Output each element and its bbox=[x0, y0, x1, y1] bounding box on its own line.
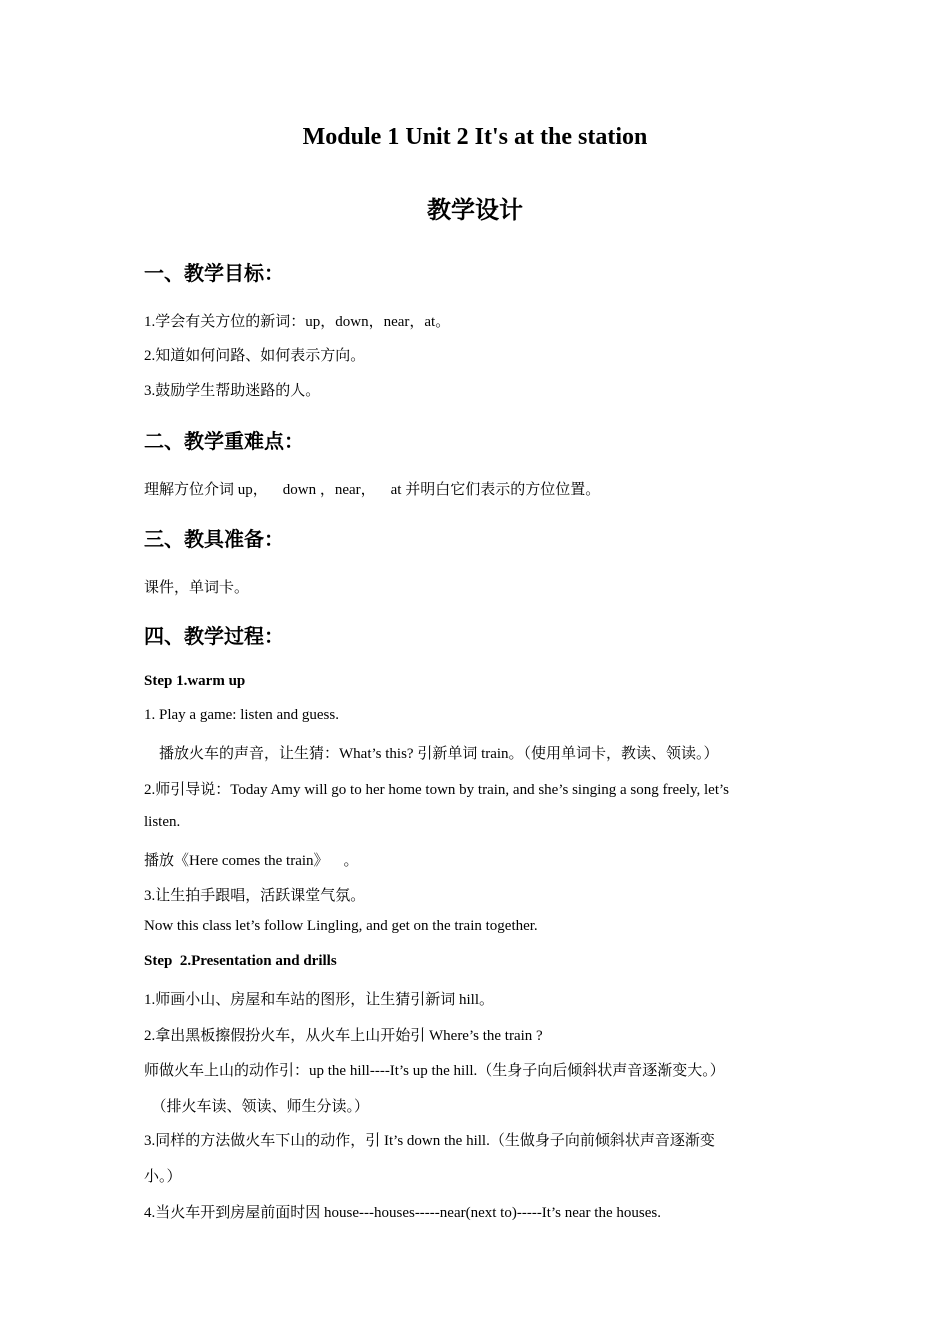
section-heading-materials: 三、教具准备： bbox=[144, 527, 284, 551]
key-points-text: 理解方位介词 up， down ，near， at 并明白它们表示的方位位置。 bbox=[144, 482, 601, 498]
process-line: Now this class let’s follow Lingling, and get on the train together. bbox=[144, 918, 538, 934]
objective-item: 1.学会有关方位的新词：up，down，near，at。 bbox=[144, 314, 451, 330]
process-line: 1.师画小山、房屋和车站的图形，让生猜引新词 hill。 bbox=[144, 992, 495, 1008]
document-subtitle: 教学设计 bbox=[427, 198, 523, 224]
process-line: 3.让生拍手跟唱，活跃课堂气氛。 bbox=[144, 888, 366, 904]
process-line: （排火车读、领读、师生分读。） bbox=[144, 1099, 370, 1115]
process-line: listen. bbox=[144, 814, 181, 830]
section-heading-objectives: 一、教学目标： bbox=[144, 261, 284, 285]
process-line: 2.师引导说：Today Amy will go to her home town by train, and she’s singing a song freely, let’s bbox=[144, 782, 729, 798]
materials-text: 课件，单词卡。 bbox=[144, 580, 250, 596]
step-heading: Step 2.Presentation and drills bbox=[144, 953, 337, 969]
objective-item: 3.鼓励学生帮助迷路的人。 bbox=[144, 383, 321, 399]
section-heading-key-points: 二、教学重难点： bbox=[144, 429, 304, 453]
step-heading: Step 1.warm up bbox=[144, 673, 246, 689]
process-line: 3.同样的方法做火车下山的动作，引 It’s down the hill.（生做身子向前倾斜状声音逐渐变 bbox=[144, 1133, 715, 1149]
objective-item: 2.知道如何问路、如何表示方向。 bbox=[144, 348, 366, 364]
document-title: Module 1 Unit 2 It's at the station bbox=[302, 124, 648, 150]
section-heading-process: 四、教学过程： bbox=[144, 624, 284, 648]
process-line: 4.当火车开到房屋前面时因 house---houses-----near(next to)-----It’s near the houses. bbox=[144, 1205, 661, 1221]
process-line: 师做火车上山的动作引：up the hill----It’s up the hill.（生身子向后倾斜状声音逐渐变大。） bbox=[144, 1063, 725, 1079]
process-line: 1. Play a game: listen and guess. bbox=[144, 707, 339, 723]
process-line: 播放《Here comes the train》 。 bbox=[144, 853, 359, 869]
process-line: 播放火车的声音，让生猜：What’s this? 引新单词 train。（使用单词卡，教读、领读。） bbox=[144, 746, 719, 762]
process-line: 2.拿出黑板擦假扮火车，从火车上山开始引 Where’s the train ? bbox=[144, 1028, 543, 1044]
process-line: 小。） bbox=[144, 1169, 182, 1185]
